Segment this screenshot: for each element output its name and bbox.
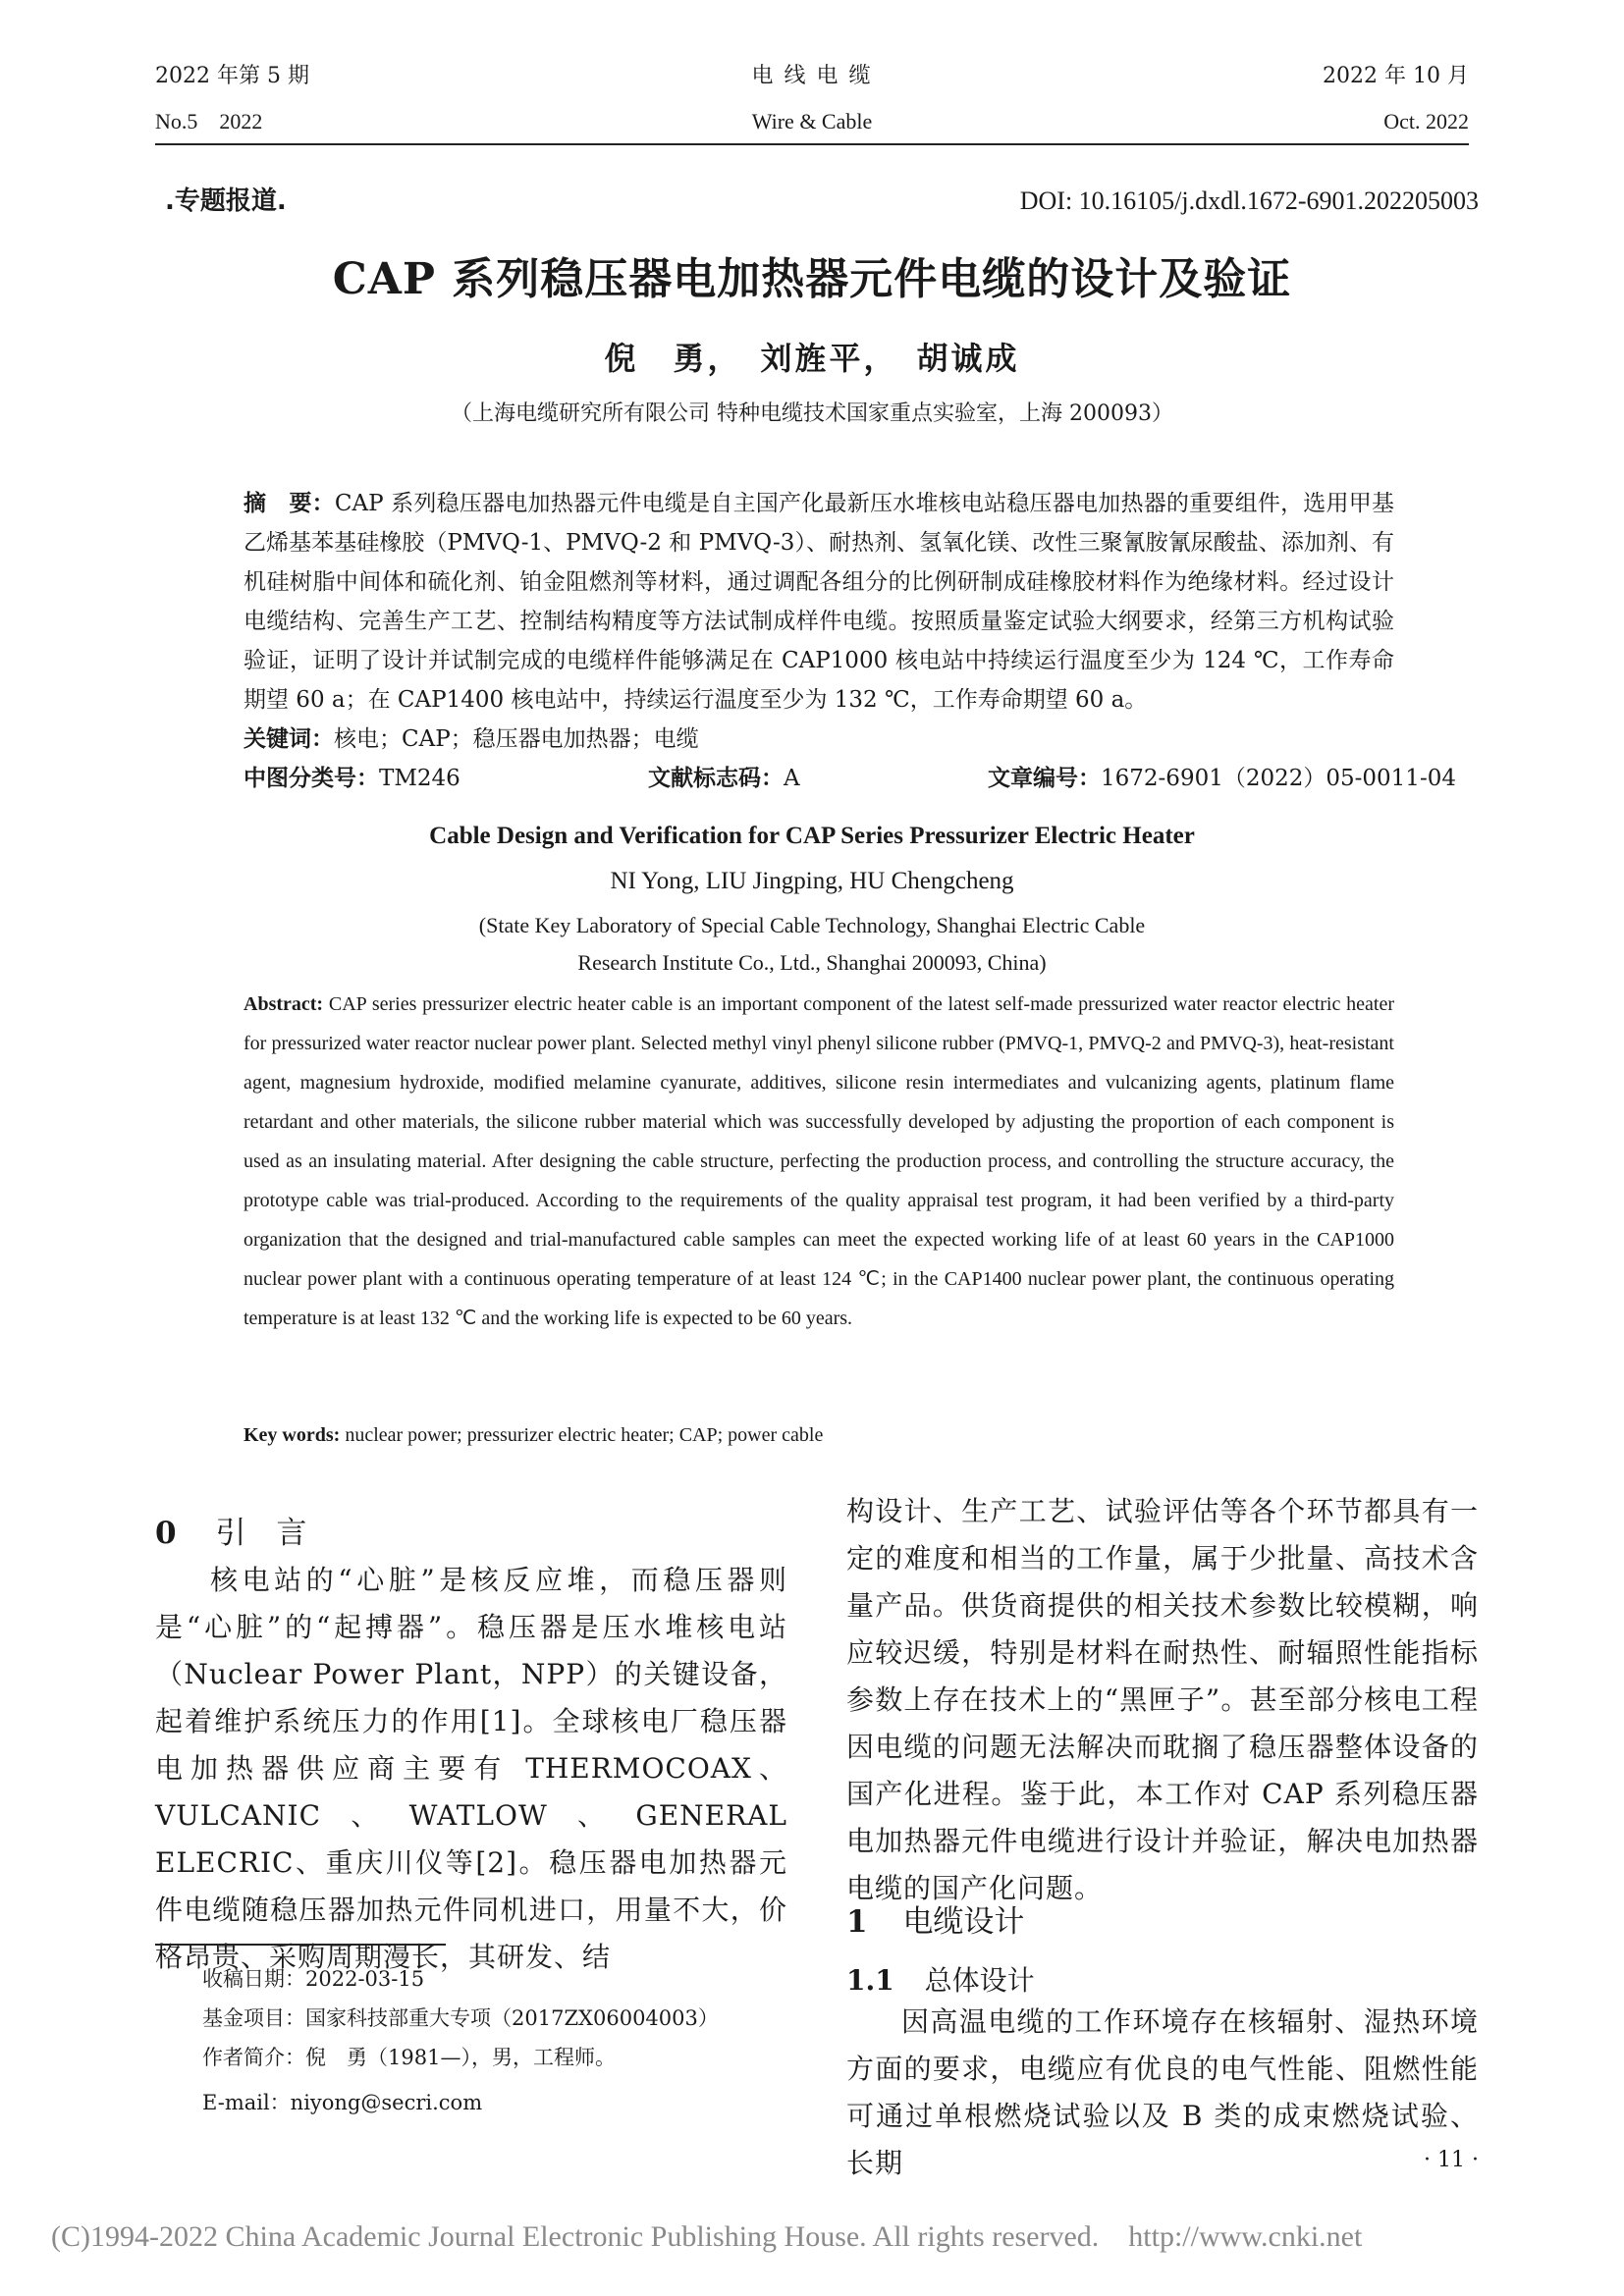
classification-value: TM246 [379,766,460,791]
header-right-date: 2022 年 10 月 [1323,64,1469,88]
copyright-notice: (C)1994-2022 China Academic Journal Electronic Publishing House. All rights reserved. http://www.cnki.net [51,2220,1363,2253]
page-number: · 11 · [1424,2148,1479,2172]
article-number-value: 1672-6901（2022）05-0011-04 [1101,766,1456,791]
affiliation: （上海电缆研究所有限公司 特种电缆技术国家重点实验室，上海 200093） [451,401,1173,426]
keywords-en [244,1415,1394,1455]
doc-code-value: A [784,766,800,791]
footnote-author: 作者简介：倪 勇（1981—），男，工程师。 [202,2046,616,2069]
header-left-issue-en: No.5 2022 [155,109,263,133]
keywords-en-label: Key words: [244,1424,341,1446]
english-affiliation-line2: Research Institute Co., Ltd., Shanghai 200093, China) [577,950,1047,975]
doi: DOI: 10.16105/j.dxdl.1672-6901.202205003 [1019,187,1479,215]
header-rule [155,143,1469,145]
section-1-title: 电缆设计 [902,1904,1025,1940]
doc-code-label: 文献标志码： [648,765,784,791]
section-1-number: 1 [846,1904,868,1940]
classification-label: 中图分类号： [244,765,379,791]
page-title: CAP 系列稳压器电加热器元件电缆的设计及验证 [332,254,1292,304]
section-1-1-paragraph: 因高温电缆的工作环境存在核辐射、湿热环境方面的要求，电缆应有优良的电气性能、阻燃性能可通过单根燃烧试验以及 B 类的成束燃烧试验、长期 [846,2005,1479,2179]
footnote-email: E-mail：niyong@secri.com [202,2091,483,2114]
section-1-1-number: 1.1 [846,1964,894,1997]
english-authors: NI Yong, LIU Jingping, HU Chengcheng [610,868,1014,894]
abstract-en-label: Abstract: [244,993,324,1015]
section-0-title: 引 言 [215,1516,307,1551]
doc-code [648,759,800,798]
column-tag: .专题报道. [165,187,287,216]
section-1-heading [846,1896,1024,1941]
section-0-paragraph: 核电站的“心脏”是核反应堆，而稳压器则是“心脏”的“起搏器”。稳压器是压水堆核电站（Nuclear Power Plant，NPP）的关键设备，起着维护系统压力的作用[1]。全球核电厂稳压器电加热器供应商主要有 THERMOCOAX、VULCANIC、WATLOW、GENERAL ELECRIC、重庆川仪等[2]。稳压器电加热器元件电缆随稳压器加热元件同机进口，用量不大，价格昂贵、采购周期漫长，其研发、结 [155,1564,787,1973]
article-number [988,759,1456,798]
authors: 倪 勇， 刘旌平， 胡诚成 [604,340,1020,377]
section-0-number: 0 [155,1516,177,1551]
header-right-date-en: Oct. 2022 [1383,109,1469,133]
keywords-cn [244,720,1394,759]
header-journal-name: 电 线 电 缆 [751,64,873,88]
section-0-heading [155,1508,306,1552]
abstract-en-text: CAP series pressurizer electric heater cable is an important component of the latest self-made pressurized water reactor electric heater for pressurized water reactor nuclear power plant. Selected methyl vinyl phenyl silicone rubber (PMVQ-1, PMVQ-2 and PMVQ-3), heat-resistant agent, magnesium hydroxide, modified melamine cyanurate, additives, silicone resin intermediates and vulcanizing agents, platinum flame retardant and other materials, the silicone rubber material which was successfully developed by adjusting the proportion of each component is used as an insulating material. After designing the cable structure, perfecting the production process, and controlling the structure accuracy, the prototype cable was trial-produced. According to the requirements of the quality appraisal test program, it had been verified by a third-party organization that the designed and trial-manufactured cable samples can meet the expected working life of at least 60 years in the CAP1000 nuclear power plant with a continuous operating temperature of at least 124 ℃; in the CAP1400 nuclear power plant, the continuous operating temperature is at least 132 ℃ and the working life is expected to be 60 years. [244,993,1394,1329]
keywords-cn-text: 核电；CAP；稳压器电加热器；电缆 [334,726,699,752]
footnote-fund: 基金项目：国家科技部重大专项（2017ZX06004003） [202,2006,719,2030]
keywords-cn-label: 关键词： [244,725,334,752]
abstract-en [244,985,1394,1338]
keywords-en-text: nuclear power; pressurizer electric heater; CAP; power cable [345,1424,824,1446]
footnote-received: 收稿日期：2022-03-15 [202,1967,425,1991]
right-column-paragraph: 构设计、生产工艺、试验评估等各个环节都具有一定的难度和相当的工作量，属于少批量、高技术含量产品。供货商提供的相关技术参数比较模糊，响应较迟缓，特别是材料在耐热性、耐辐照性能指标参数上存在技术上的“黑匣子”。甚至部分核电工程因电缆的问题无法解决而耽搁了稳压器整体设备的国产化进程。鉴于此，本工作对 CAP 系列稳压器电加热器元件电缆进行设计并验证，解决电加热器电缆的国产化问题。 [846,1495,1479,1904]
footnote-rule [155,1944,446,1946]
abstract-cn-text: CAP 系列稳压器电加热器元件电缆是自主国产化最新压水堆核电站稳压器电加热器的重要组件，选用甲基乙烯基苯基硅橡胶（PMVQ-1、PMVQ-2 和 PMVQ-3）、耐热剂、氢氧化镁、改性三聚氰胺氰尿酸盐、添加剂、有机硅树脂中间体和硫化剂、铂金阻燃剂等材料，通过调配各组分的比例研制成硅橡胶材料作为绝缘材料。经过设计电缆结构、完善生产工艺、控制结构精度等方法试制成样件电缆。按照质量鉴定试验大纲要求，经第三方机构试验验证，证明了设计并试制完成的电缆样件能够满足在 CAP1000 核电站中持续运行温度至少为 124 ℃，工作寿命期望 60 a；在 CAP1400 核电站中，持续运行温度至少为 132 ℃，工作寿命期望 60 a。 [244,491,1394,713]
footnote [202,1959,791,2122]
section-1-1-title: 总体设计 [924,1964,1035,1997]
classification [244,759,460,798]
abstract-cn-label: 摘 要： [244,490,335,516]
english-affiliation-line1: (State Key Laboratory of Special Cable Technology, Shanghai Electric Cable [478,913,1146,937]
section-1-1-heading [846,1959,1035,1999]
header-journal-name-en: Wire & Cable [751,109,873,133]
english-title: Cable Design and Verification for CAP Series Pressurizer Electric Heater [429,823,1195,849]
header-left-issue: 2022 年第 5 期 [155,64,309,88]
article-number-label: 文章编号： [988,765,1101,791]
abstract-cn [244,484,1394,720]
